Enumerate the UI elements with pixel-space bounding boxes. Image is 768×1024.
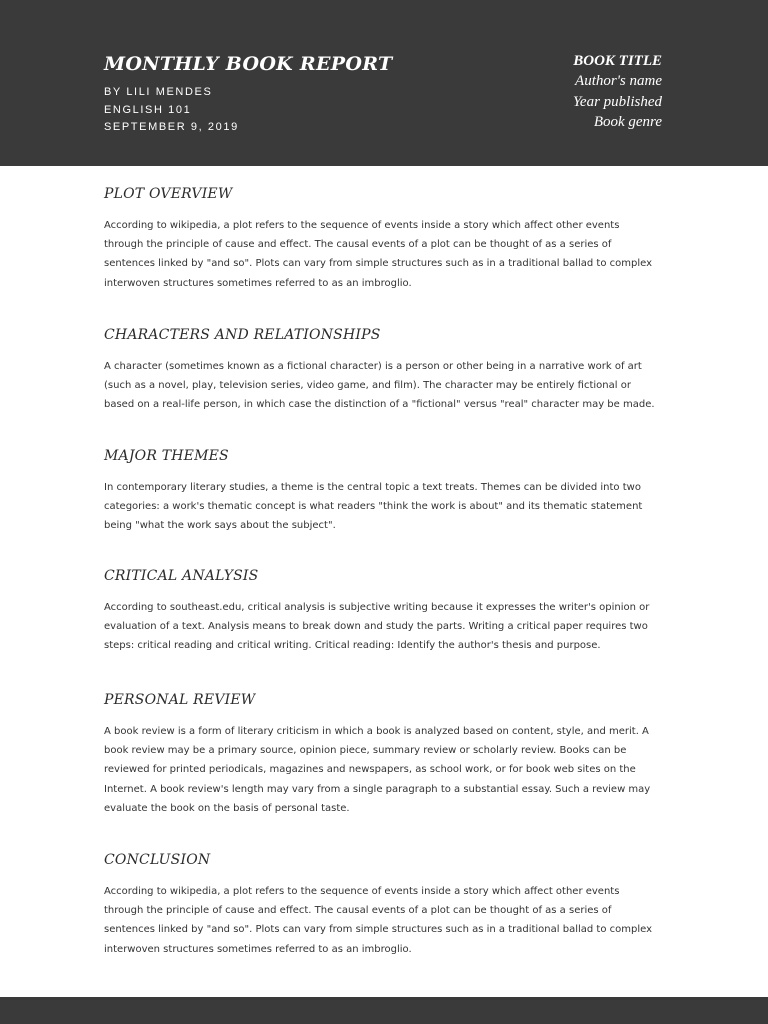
report-title: MONTHLY BOOK REPORT: [104, 53, 393, 75]
section-body: According to wikipedia, a plot refers to the sequence of events inside a story which affect other events through the principle of cause and effect. The causal events of a plot can be thought of as a series of sentences linked by "and so". Plots can vary from simple structures such as in a traditional ballad to complex interwoven structures sometimes referred to as an imbroglio.: [104, 886, 653, 955]
book-year: Year published: [572, 93, 662, 110]
book-info: [573, 51, 662, 133]
section-critical-analysis: [104, 568, 660, 656]
section-body: According to wikipedia, a plot refers to the sequence of events inside a story which affect other events through the principle of cause and effect. The causal events of a plot can be thought of as a series of sentences linked by "and so". Plots can vary from simple structures such as in a traditional ballad to complex interwoven structures sometimes referred to as an imbroglio.: [104, 220, 653, 289]
book-genre: Book genre: [593, 114, 662, 130]
section-plot-overview: [104, 186, 660, 293]
section-characters: [104, 327, 660, 415]
book-title: BOOK TITLE: [573, 53, 662, 69]
section-body: A book review is a form of literary criticism in which a book is analyzed based on content, style, and merit. A book review may be a primary source, opinion piece, summary review or scholarly review. Books can be reviewed for printed periodicals, magazines and newspapers, as school work, or for book web sites on the Internet. A book review's length may vary from a single paragraph to a substantial essay. Such a review may evaluate the book on the basis of personal taste.: [104, 726, 651, 814]
section-heading: CONCLUSION: [104, 852, 211, 868]
section-heading: MAJOR THEMES: [104, 448, 229, 464]
page-footer-bar: [0, 997, 768, 1024]
author-byline: BY LILI MENDES: [104, 86, 213, 98]
section-heading: PLOT OVERVIEW: [104, 186, 233, 202]
section-heading: PERSONAL REVIEW: [104, 692, 256, 708]
section-body: A character (sometimes known as a fictional character) is a person or other being in a narrative work of art (such as a novel, play, television series, video game, and film). The character may be entirely fictional or based on a real-life person, in which case the distinction of a "fictional" versus "real" character may be made.: [104, 361, 655, 411]
report-header: [0, 0, 768, 166]
section-major-themes: [104, 448, 660, 536]
section-personal-review: [104, 692, 660, 818]
section-conclusion: [104, 852, 660, 959]
report-date: SEPTEMBER 9, 2019: [104, 121, 239, 133]
course-name: ENGLISH 101: [104, 104, 192, 116]
section-body: In contemporary literary studies, a theme is the central topic a text treats. Themes can be divided into two categories: a work's thematic concept is what readers "think the work is about" and its thematic statement being "what the work says about the subject".: [104, 482, 643, 532]
section-heading: CRITICAL ANALYSIS: [104, 568, 259, 584]
section-heading: CHARACTERS AND RELATIONSHIPS: [104, 327, 381, 343]
section-body: According to southeast.edu, critical analysis is subjective writing because it expresses the writer's opinion or evaluation of a text. Analysis means to break down and study the parts. Writing a critical paper requires two steps: critical reading and critical writing. Critical reading: Identify the author's thesis and purpose.: [104, 602, 650, 652]
book-author: Author's name: [575, 73, 662, 89]
